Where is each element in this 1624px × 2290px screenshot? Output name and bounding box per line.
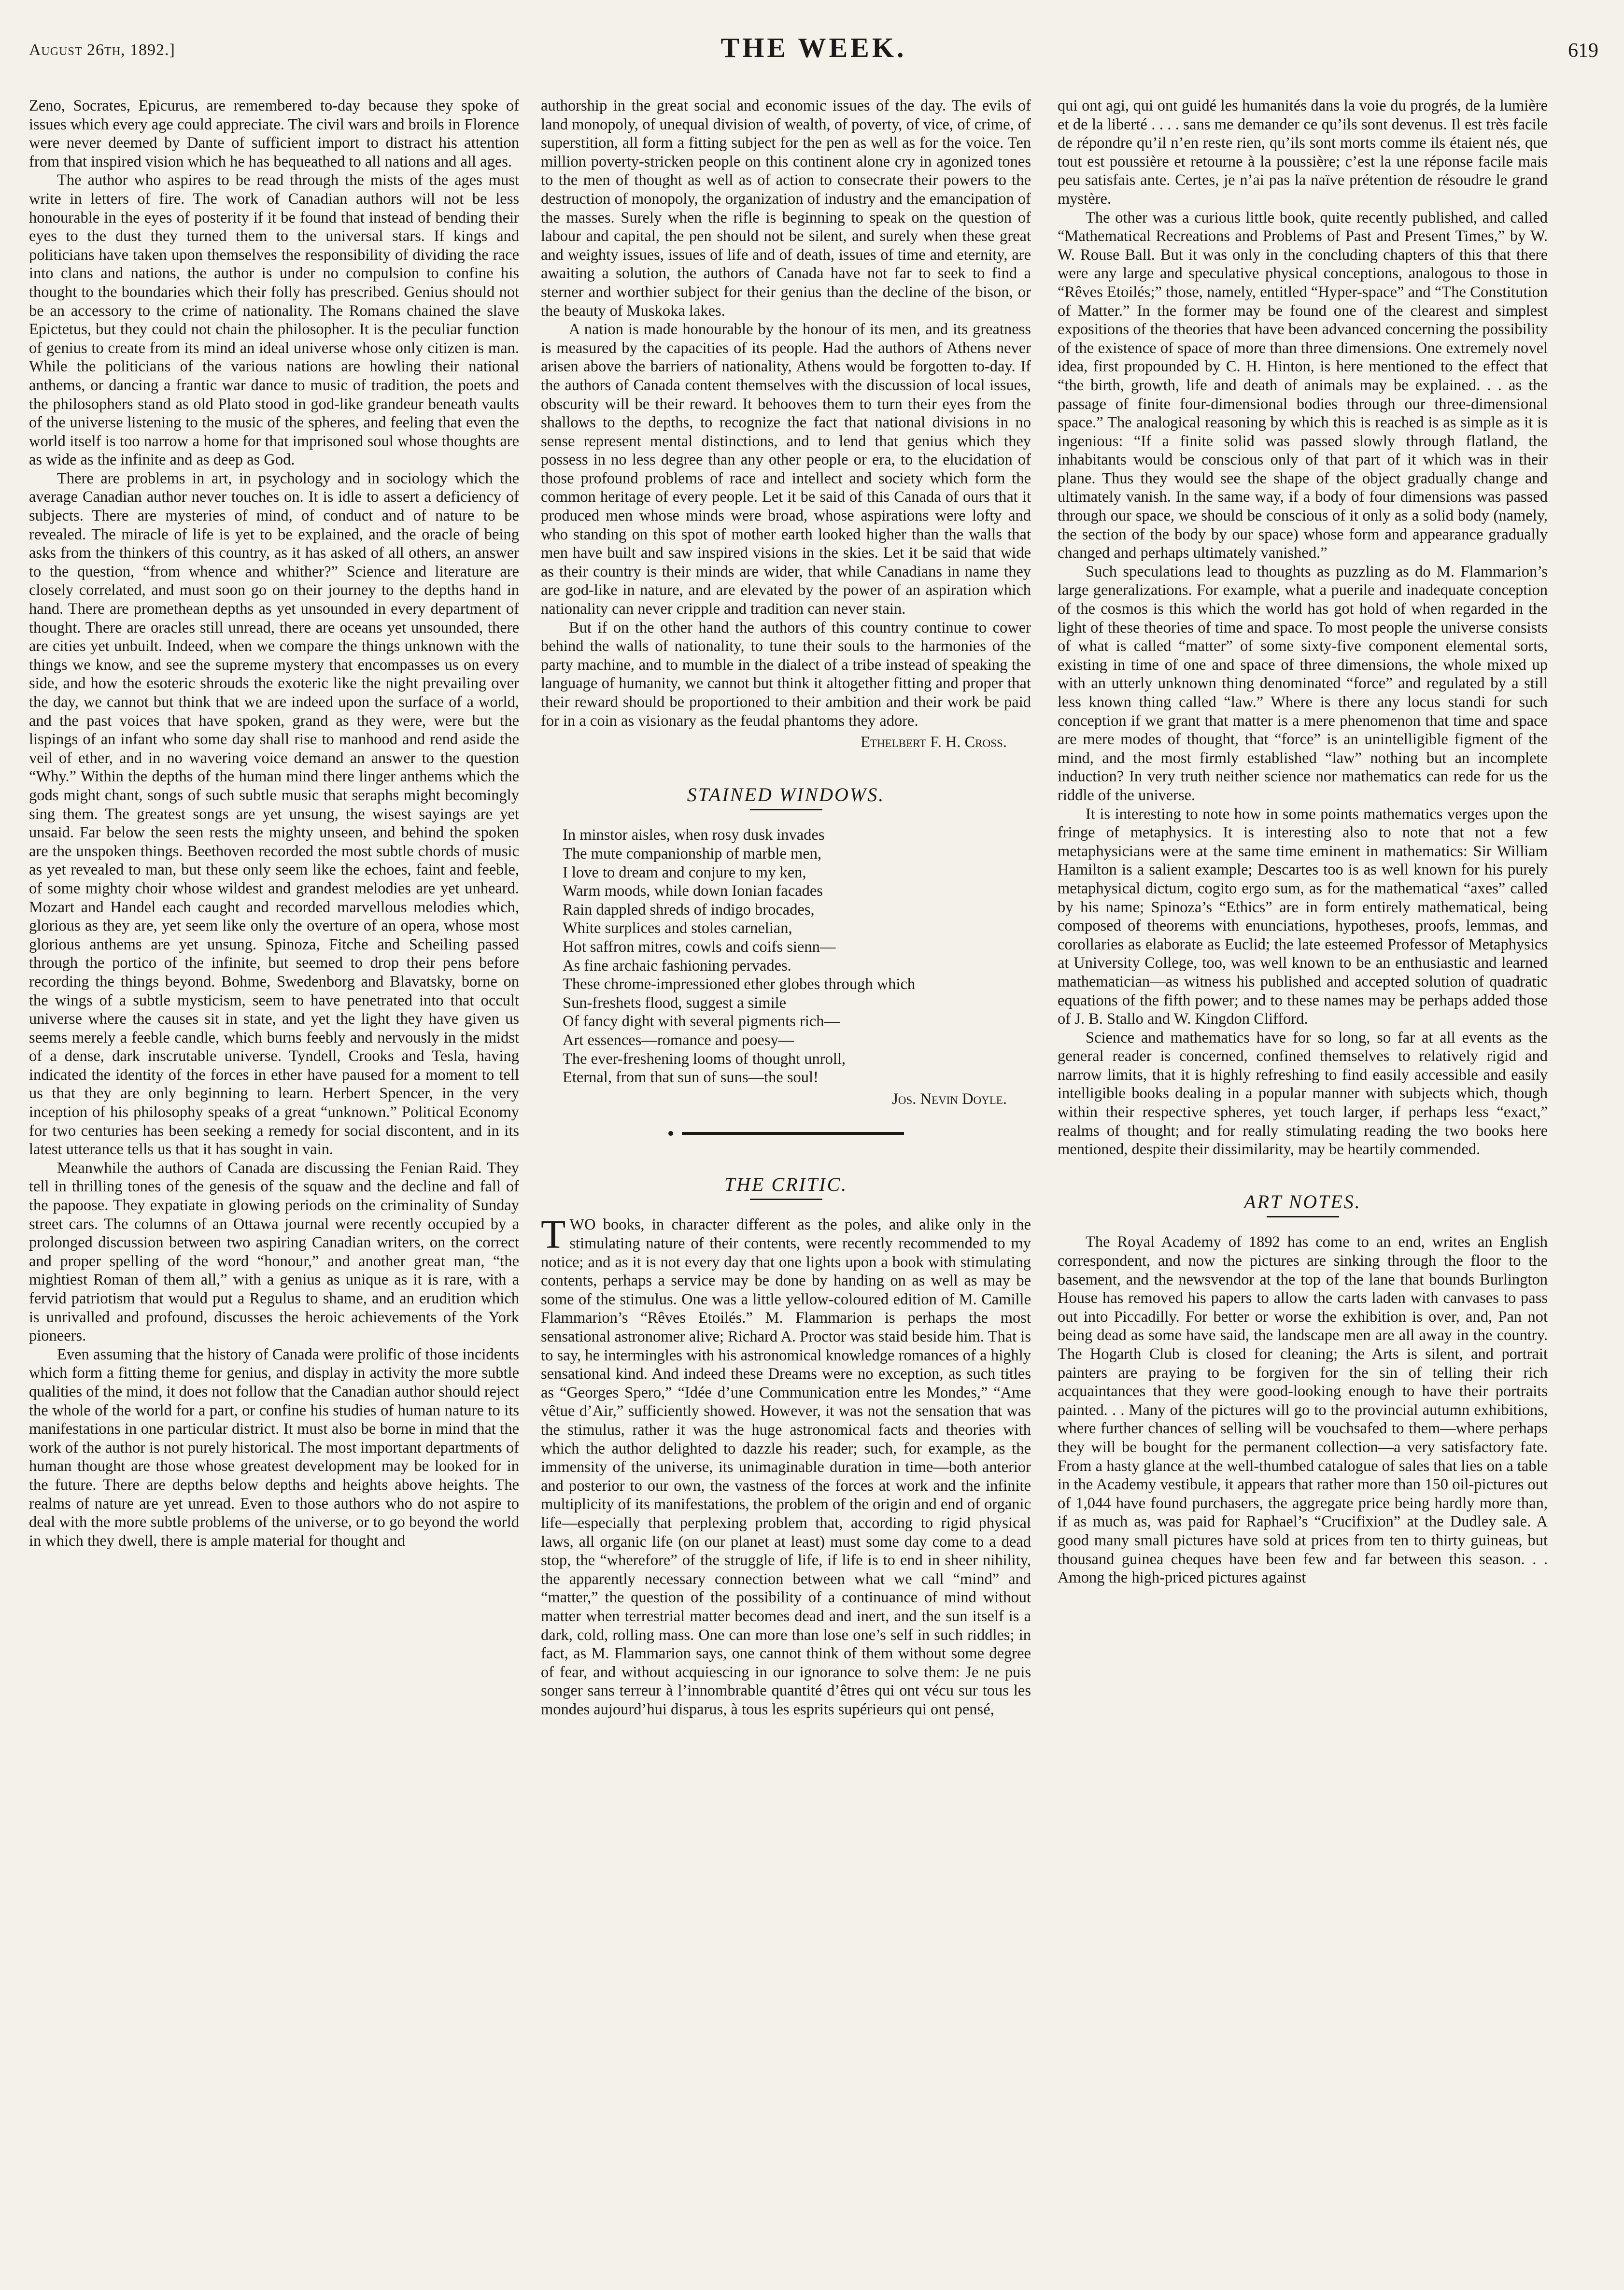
paragraph — [541, 1212, 1031, 1719]
paragraph: Zeno, Socrates, Epicurus, are remembered to-day because they spoke of issues which every age could appreciate. The civil wars and broils in Florence were never deemed by Dante of sufficient import to distract his attention from that inspired vision which he has bequeathed to all nations and all ages. — [29, 97, 519, 170]
critic-title: THE CRITIC. — [724, 1173, 848, 1195]
poem-line: The ever-freshening looms of thought unroll, — [563, 1050, 846, 1068]
poem-line: White surplices and stoles carnelian, — [563, 919, 792, 937]
poem-signature: Jos. Nevin Doyle. — [892, 1090, 1007, 1108]
poem-line: These chrome-impressioned ether globes through which — [563, 975, 916, 993]
poem-line: Eternal, from that sun of suns—the soul! — [563, 1069, 819, 1087]
column-3 — [1058, 97, 1548, 1587]
paragraph: Even assuming that the history of Canada were prolific of those incidents which form a fitting theme for genius, and display in activity the more subtle qualities of the mind, it does not follow that the Canadian author should reject the whole of the world for a part, or confine his studies of human nature to its manifestations in one particular district. It must also be borne in mind that the work of the author is not purely historical. The most important departments of human thought are those whose greatest development may be looked for in the future. There are depths below depths and heights above heights. The realms of nature are yet unread. Even to those authors who do not aspire to deal with the more subtle problems of the universe, or to go beyond the world in which they dwell, there is ample material for thought and — [29, 1345, 519, 1550]
drop-cap: T — [541, 1212, 566, 1258]
paragraph: Such speculations lead to thoughts as puzzling as do M. Flammarion’s large generalizations. For example, what a puerile and inadequate conception of the cosmos is this which the world has got hold of when regarded in the light of these theories of time and space. To most people the universe consists of what is called “matter” of some sixty-five component elemental sorts, existing in time of one and space of three dimensions, the whole mixed up with an utterly unknown thing denominated “force” and regulated by a still less known thing called “law.” Where is there any locus standi for such conception if we grant that matter is a mere phenomenon that time and space are mere modes of thought, that “force” is an unintelligible figment of the mind, and the most firmly established “law” nothing but an incomplete induction? In very truth neither science nor mathematics can rede for us the riddle of the universe. — [1058, 563, 1548, 804]
paragraph: There are problems in art, in psychology and in sociology which the average Canadian author never touches on. It is idle to assert a deficiency of subjects. There are mysteries of mind, of conduct and of nature to be revealed. The miracle of life is yet to be explained, and the oracle of being asks from the thinkers of this country, as it has asked of all others, an answer to the question, “from whence and whither?” Science and literature are closely correlated, and must soon go on their journey to the depths hand in hand. There are promethean depths as yet unsounded in every department of thought. There are oracles still unread, there are oceans yet unsounded, there are cities yet unbuilt. Indeed, when we compare the things unknown with the things we know, and see the supreme mystery that encompasses us on every side, and how the esoteric shrouds the exoteric like the night prevailing over the day, we cannot but think that we are indeed upon the surface of a world, and the past voices that have spoken, grand as they were, were but the lispings of an infant who some day shall rise to manhood and rend aside the veil of ether, and in no wavering voice demand an answer to the question “Why.” Within the depths of the human mind there linger anthems which the gods might chant, songs of such subtle music that seraphs might becomingly sing them. The greatest songs are yet unsung, the wisest sayings are yet unsaid. Far below the seen rests the mighty unseen, and behind the spoken are the unspoken things. Beethoven recorded the most subtle chords of music as yet revealed to man, but these only seem like the echoes, faint and feeble, of some mighty choir whose wildest and grandest melodies are yet unheard. Mozart and Handel each caught and recorded marvellous melodies which, glorious as they are, yet seem like only the overture of an opera, whose most glorious anthems are yet unsung. Spinoza, Fitche and Scheiling passed through the portico of the infinite, but seemed to drop their pens before recording the things beyond. Bohme, Swedenborg and Blavatsky, borne on the wings of a subtle mysticism, seem to have penetrated into that occult universe where the causes sit in state, and yet the light they have given us seems merely a feeble candle, which burns feebly and nervously in the midst of a dense, dark inscrutable universe. Tyndell, Crooks and Tesla, having indicated the identity of the forces in ether have paused for a moment to tell us that they are only beginning to learn. Herbert Spencer, in the very inception of his philosophy speaks of a great “unknown.” Political Economy for two centuries has been seeking a remedy for social discontent, and in its latest utterance tells us that it has sought in vain. — [29, 469, 519, 1159]
paragraph: The other was a curious little book, quite recently published, and called “Mathematical Recreations and Problems of Past and Present Times,” by W. W. Rouse Ball. But it was only in the concluding chapters of this that there were any large and speculative physical conceptions, analogous to those in “Rêves Etoilés;” those, namely, entitled “Hyper-space” and “The Constitution of Matter.” In the former may be found one of the clearest and simplest expositions of the theories that have been advanced concerning the possibility of the existence of space of more than three dimensions. One extremely novel idea, first propounded by C. H. Hinton, is here mentioned to the effect that “the birth, growth, life and death of animals may be explained. . . as the passage of finite four-dimensional bodies through our three-dimensional space.” The analogical reasoning by which this is reached is as simple as it is ingenious: “If a finite solid was passed slowly through flatland, the inhabitants would be conscious only of that part of it which was in their plane. Thus they would see the shape of the object gradually change and ultimately vanish. In the same way, if a body of four dimensions was passed through our space, we should be conscious of it only as a solid body (namely, the section of the body by our space) whose form and appearance gradually changed and perhaps ultimately vanished.” — [1058, 209, 1548, 562]
poem-title: STAINED WINDOWS. — [687, 783, 885, 806]
paragraph: authorship in the great social and economic issues of the day. The evils of land monopoly, of unequal division of wealth, of poverty, of vice, of crime, of superstition, all form a fitting subject for the pen as well as for the voice. Ten million poverty-stricken people on this continent alone cry in agonized tones to the men of thought as well as of action to consecrate their powers to the destruction of monopoly, the organization of industry and the emancipation of the masses. Surely when the rifle is beginning to speak on the question of labour and capital, the pen should not be silent, and surely when these great and weighty issues, issues of life and of death, issues of time and eternity, are awaiting a solution, the authors of Canada have not far to seek to find a sterner and worthier subject for their genius than the decline of the bison, or the beauty of Muskoka lakes. — [541, 97, 1031, 320]
title-rule — [750, 1199, 822, 1200]
poem-line: In minstor aisles, when rosy dusk invades — [563, 826, 825, 844]
poem-line: Of fancy dight with several pigments rich— — [563, 1013, 840, 1031]
poem-line: Sun-freshets flood, suggest a simile — [563, 994, 787, 1012]
title-rule — [1267, 1216, 1339, 1217]
poem-line: I love to dream and conjure to my ken, — [563, 863, 806, 881]
paragraph-text: WO books, in character different as the poles, and alike only in the stimulating nature of their contents, were recently recommended to my notice; and as it is not every day that one lights upon a book with stimulating contents, perhaps a service may be done by handing on as well as may be some of the stimulus. One was a little yellow-coloured edition of M. Camille Flammarion’s “Rêves Etoilés.” M. Flammarion is perhaps the most sensational astronomer alive; Richard A. Proctor was staid beside him. That is to say, he intermingles with his astronomical knowledge romances of a highly sensational kind. And indeed these Dreams were no exception, as such titles as “Georges Spero,” “Idée d’une Communication entre les Mondes,” “Ame vêtue d’Air,” sufficiently showed. However, it was not the sensation that was the stimulus, rather it was the huge astronomical facts and theories with which the author delighted to dazzle his reader; such, for example, as the immensity of the universe, its unimaginable duration in time—both anterior and posterior to our own, the vastness of the forces at work and the infinite multiplicity of its manifestations, the problem of the origin and end of organic life—especially that perplexing problem that, according to rigid physical laws, all organic life (on our planet at least) must some day come to a dead stop, the “wherefore” of the struggle of life, if life is to end in sheer nihility, the apparently necessary connection between what we call “mind” and “matter,” the question of the possibility of a continuance of mind without matter when terrestrial matter becomes dead and inert, and the sun itself is a dark, cold, rolling mass. One can more than lose one’s self in such riddles; in fact, as M. Flammarion says, one cannot think of them without some degree of fear, and without acquiescing in our ignorance to solve them: Je ne puis songer sans terreur à l’innombrable quantité d’êtres qui ont vécu sur tous les mondes aujourd’hui disparus, à tous les esprits supérieurs qui ont pensé, — [541, 1216, 1031, 1718]
poem-line: Rain dappled shreds of indigo brocades, — [563, 901, 815, 919]
paragraph: Science and mathematics have for so long, so far at all events as the general reader is concerned, confined themselves to relatively rigid and narrow limits, that it is highly refreshing to find easily accessible and easily intelligible books dealing in a popular manner with subjects which, though within their respective spheres, yet touch larger, if perhaps less “exact,” realms of thought; and for really stimulating reading the two books here mentioned, despite their dissimilarity, may be heartily commended. — [1058, 1029, 1548, 1159]
paragraph: The Royal Academy of 1892 has come to an end, writes an English correspondent, and now the pictures are sinking through the floor to the basement, and the newsvendor at the top of the lane that bounds Burlington House has removed his papers to allow the carts laden with canvases to pass out into Piccadilly. For better or worse the exhibition is over, and, Pan not being dead as some have said, the landscape men are all away in the country. The Hogarth Club is closed for cleaning; the Arts is silent, and portrait painters are praying to be forgiven for the sin of telling their rich acquaintances that they were good-looking enough to have their portraits painted. . . Many of the pictures will go to the provincial autumn exhibitions, where further chances of selling will be vouchsafed to them—where perhaps they will be bought for the permanent collection—a very satisfactory fate. From a hasty glance at the well-thumbed catalogue of sales that lies on a table in the Academy vestibule, it appears that rather more than 150 oil-pictures out of 1,044 have found purchasers, the aggregate price being hardly more than, if as much as, was paid for Raphael’s “Crucifixion” at the Dudley sale. A good many small pictures have sold at prices from ten to thirty guineas, but thousand guinea cheques have been few and far between this season. . . Among the high-priced pictures against — [1058, 1233, 1548, 1587]
paragraph: The author who aspires to be read through the mists of the ages must write in letters of fire. The work of Canadian authors will not be less honourable in the eyes of posterity if it be found that instead of bending their eyes to the dust they turned them to the universal stars. If kings and politicians have taken upon themselves the responsibility of dividing the race into clans and nations, the author is under no compulsion to confine his thought to the boundaries which their folly has prescribed. Genius should not be an accessory to the crime of nationality. The Romans chained the slave Epictetus, but they could not chain the philosopher. It is the peculiar function of genius to create from its mind an ideal universe whose only citizen is man. While the politicians of the various nations are howling their national anthems, or dancing a frantic war dance to music of tradition, the poets and the philosophers stand as old Plato stood in god-like grandeur beneath vaults of the universe listening to the music of the spheres, and feeling that even the world itself is too narrow a home for that imprisoned soul whose thoughts are as wide as the infinite and as deep as God. — [29, 171, 519, 469]
paragraph: Meanwhile the authors of Canada are discussing the Fenian Raid. They tell in thrilling tones of the genesis of the squaw and the decline and fall of the papoose. They expatiate in glowing periods on the criminality of Sunday street cars. The columns of an Ottawa journal were recently occupied by a prolonged discussion between two aspiring Canadian writers, on the correct and proper spelling of the word “honour,” and another great man, “the mightiest Roman of them all,” with a genius as unique as it is rare, with a fervid patriotism that would put a Regulus to shame, and an erudition which is unrivalled and profound, discusses the heroic achievements of the York pioneers. — [29, 1159, 519, 1345]
masthead — [29, 27, 1598, 70]
paragraph: But if on the other hand the authors of this country continue to cower behind the walls of nationality, to tune their souls to the harmonies of the party machine, and to mumble in the dialect of a tribe instead of speaking the language of humanity, we cannot but think it altogether fitting and proper that their reward should be proportioned to their ambition and their work be paid for in a coin as visionary as the feudal phantoms they adore. — [541, 619, 1031, 730]
section-divider — [541, 1123, 1031, 1142]
bullet-ornament — [668, 1131, 673, 1136]
paragraph: qui ont agi, qui ont guidé les humanités dans la voie du progrés, de la lumière et de la liberté . . . . sans me demander ce qu’ils sont devenus. Il est très facile de répondre qu’il n’en reste rien, qu’ils sont morts comme ils étaient nés, que tout est poussière et retourne à la poussière; c’est la une réponse facile mais peu satisfais ante. Certes, je n’ai pas la naïve prétention de résoudre le grand mystère. — [1058, 97, 1548, 208]
art-notes-title: ART NOTES. — [1244, 1190, 1361, 1213]
poem-line: Hot saffron mitres, cowls and coifs sienn— — [563, 938, 836, 956]
poem-line: Art essences—romance and poesy— — [563, 1031, 794, 1049]
paragraph: It is interesting to note how in some points mathematics verges upon the fringe of metaphysics. It is interesting also to note that not a few metaphysicians were at the same time eminent in mathematics: Sir William Hamilton is a salient example; Descartes too is as well known for his purely metaphysical dictum, cogito ergo sum, as for the mathematical “axes” called by his name; Spinoza’s “Ethics” are in form entirely mathematical, being composed of theorems with enunciations, hypotheses, proofs, lemmas, and corollaries as elaborate as Euclid; the late esteemed Professor of Metaphysics at University College, too, was well known to be an enthusiastic and learned mathematician—as witness his published and accepted solution of quadratic equations of the fifth power; and to these names may be perhaps added those of J. B. Stallo and W. Kingdon Clifford. — [1058, 805, 1548, 1028]
title-rule — [750, 809, 822, 810]
issue-date: August 26th, 1892.] — [29, 41, 175, 59]
poem-line: The mute companionship of marble men, — [563, 845, 822, 862]
page-number: 619 — [1568, 40, 1598, 62]
poem-body — [563, 826, 1031, 1087]
paragraph: A nation is made honourable by the honour of its men, and its greatness is measured by the capacities of its people. Had the authors of Athens never arisen above the barriers of nationality, Athens would be forgotten to-day. If the authors of Canada content themselves with the discussion of local issues, obscurity will be their reward. It behooves them to turn their eyes from the shallows to the depths, to recognize the fact that national divisions in no sense represent mental distinctions, and to lend that genius which they possess in no less degree than any other people or era, to the elucidation of those profound problems of race and intellect and society which form the common heritage of every people. Let it be said of this Canada of ours that it produced men whose minds were broad, whose aspirations were lofty and who standing on this spot of mother earth looked higher than the walls that men have built and saw inspired visions in the skies. Let it be said that wide as their country is their minds are wider, that while Canadians in name they are god-like in nature, and are elevated by the power of an aspiration which nationality can never cripple and tradition can never stain. — [541, 321, 1031, 618]
column-1 — [29, 97, 519, 1550]
article-signature: Ethelbert F. H. Cross. — [861, 734, 1007, 751]
column-2 — [541, 97, 1031, 1719]
poem-line: Warm moods, while down Ionian facades — [563, 882, 823, 900]
publication-title: THE WEEK. — [720, 32, 907, 63]
poem-line: As fine archaic fashioning pervades. — [563, 957, 791, 975]
divider-rule — [682, 1132, 904, 1135]
